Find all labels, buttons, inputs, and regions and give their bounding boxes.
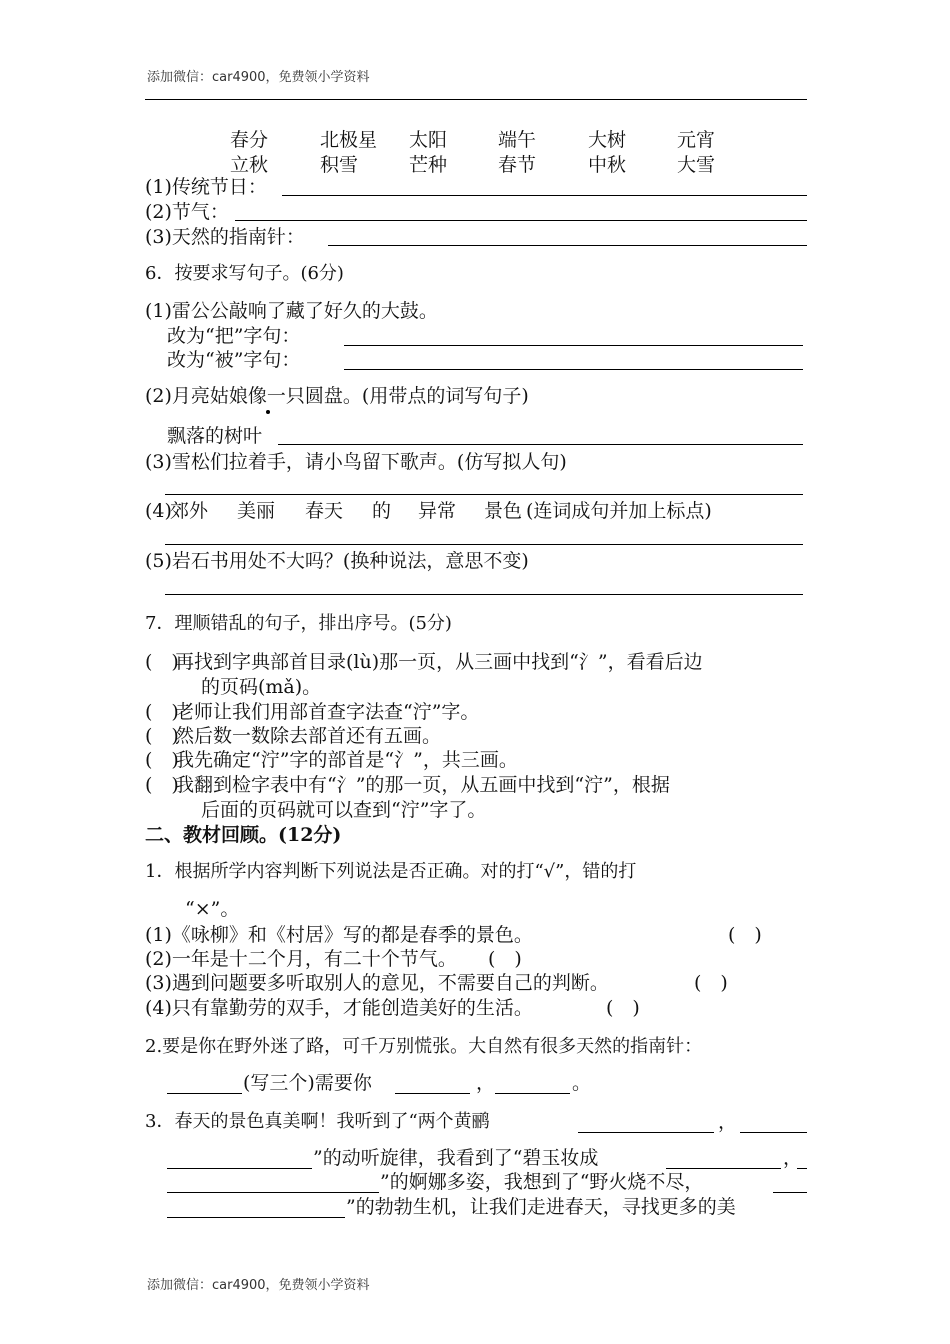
word-bank-item: 春分: [230, 129, 269, 151]
judge-item-2: (2)一年是十二个月，有二十个节气。: [145, 948, 457, 970]
judge-blank[interactable]: ( ): [606, 997, 640, 1019]
q6-sentence-2-prompt: 飘落的树叶: [167, 425, 263, 447]
p2-q3-comma-1: ，: [718, 1111, 738, 1133]
answer-line[interactable]: [797, 1168, 807, 1169]
p2-q2-stem: 2.要是你在野外迷了路，可千万别慌张。大自然有很多天然的指南针：: [145, 1036, 703, 1057]
judge-item-1: (1)《咏柳》和《村居》写的都是春季的景色。: [145, 924, 533, 946]
emphasis-dot: [266, 410, 270, 414]
q7-item-4: 我先确定“泞”字的部首是“氵”，共三画。: [175, 749, 518, 771]
p2-q1-stem-cont: “×”。: [185, 898, 240, 920]
answer-line[interactable]: [167, 1192, 379, 1193]
p2-q3-line-3: ”的婀娜多姿，我想到了“野火烧不尽，: [380, 1171, 704, 1193]
judge-blank[interactable]: ( ): [694, 972, 728, 994]
answer-line[interactable]: [740, 1132, 807, 1133]
order-blank[interactable]: ( ): [145, 749, 179, 771]
answer-line[interactable]: [578, 1132, 714, 1133]
p2-q3-line-2: ”的动听旋律，我看到了“碧玉妆成: [313, 1147, 599, 1169]
q7-item-5: 我翻到检字表中有“氵”的那一页，从五画中找到“泞”，根据: [175, 774, 670, 796]
q6-sentence-1: (1)雷公公敲响了藏了好久的大鼓。: [145, 300, 438, 322]
word-bank-item: 大树: [588, 129, 627, 151]
answer-line[interactable]: [328, 245, 807, 246]
answer-line[interactable]: [167, 1217, 345, 1218]
q7-item-5-cont: 后面的页码就可以查到“泞”字了。: [201, 799, 487, 821]
answer-line[interactable]: [344, 345, 803, 346]
p2-q2-text-2: ，: [476, 1072, 496, 1094]
jumbled-word: 异常: [418, 500, 457, 522]
q6-sentence-4-note: (连词成句并加上标点): [526, 500, 712, 522]
answer-line[interactable]: [344, 369, 803, 370]
q6-sentence-5: (5)岩石书用处不大吗？(换种说法，意思不变): [145, 550, 529, 572]
word-bank-item: 端午: [498, 129, 537, 151]
jumbled-word: 景色: [484, 500, 523, 522]
q6-title: 6．按要求写句子。(6分): [145, 263, 344, 284]
answer-line[interactable]: [165, 544, 803, 545]
q6-sentence-2: (2)月亮姑娘像一只圆盘。(用带点的词写句子): [145, 385, 529, 407]
answer-line[interactable]: [165, 594, 803, 595]
word-bank-item: 芒种: [409, 154, 448, 176]
jumbled-word: 美丽: [237, 500, 276, 522]
order-blank[interactable]: ( ): [145, 651, 179, 673]
jumbled-word: 的: [372, 500, 392, 522]
q6-sentence-3: (3)雪松们拉着手，请小鸟留下歌声。(仿写拟人句): [145, 451, 567, 473]
q6-ba-label: 改为“把”字句：: [167, 325, 301, 347]
judge-blank[interactable]: ( ): [728, 924, 762, 946]
word-bank-item: 中秋: [588, 154, 627, 176]
q7-item-3: 然后数一数除去部首还有五画。: [175, 725, 442, 747]
answer-line[interactable]: [495, 1093, 570, 1094]
jumbled-word: 春天: [305, 500, 344, 522]
p2-q1-stem: 1．根据所学内容判断下列说法是否正确。对的打“√”，错的打: [145, 861, 637, 882]
answer-line[interactable]: [167, 1168, 312, 1169]
judge-blank[interactable]: ( ): [488, 948, 522, 970]
answer-line[interactable]: [165, 494, 803, 495]
answer-line[interactable]: [278, 444, 803, 445]
order-blank[interactable]: ( ): [145, 701, 179, 723]
word-bank-item: 元宵: [677, 129, 716, 151]
word-bank-item: 北极星: [320, 129, 378, 151]
q7-item-2: 老师让我们用部首查字法查“泞”字。: [175, 701, 480, 723]
p2-q2-text-1: (写三个)需要你: [243, 1072, 372, 1094]
answer-line[interactable]: [282, 195, 807, 196]
answer-line[interactable]: [666, 1168, 781, 1169]
answer-line[interactable]: [235, 220, 807, 221]
order-blank[interactable]: ( ): [145, 725, 179, 747]
p2-q2-text-3: 。: [572, 1072, 592, 1094]
q5-item-2-label: (2)节气：: [145, 201, 229, 223]
judge-item-3: (3)遇到问题要多听取别人的意见，不需要自己的判断。: [145, 972, 609, 994]
jumbled-word: 郊外: [170, 500, 209, 522]
p2-q3-comma-2: ，: [783, 1147, 803, 1169]
word-bank-item: 太阳: [409, 129, 448, 151]
header-rule: [145, 99, 807, 100]
q7-item-1: 再找到字典部首目录(lù)那一页，从三画中找到“氵”，看看后边: [175, 651, 703, 673]
part-2-title: 二、教材回顾。(12分): [145, 824, 342, 846]
p2-q3-line-4: ”的勃勃生机，让我们走进春天，寻找更多的美: [346, 1196, 736, 1218]
answer-line[interactable]: [167, 1093, 242, 1094]
q5-item-1-label: (1)传统节日：: [145, 176, 267, 198]
word-bank-item: 大雪: [677, 154, 716, 176]
q7-item-1-cont: 的页码(mǎ)。: [201, 676, 322, 698]
word-bank-item: 立秋: [230, 154, 269, 176]
p2-q3-line-1: 3．春天的景色真美啊！我听到了“两个黄鹂: [145, 1111, 490, 1132]
q5-item-3-label: (3)天然的指南针：: [145, 226, 305, 248]
q6-sentence-4-label: (4): [145, 500, 172, 522]
answer-line[interactable]: [395, 1093, 470, 1094]
word-bank-item: 春节: [498, 154, 537, 176]
judge-item-4: (4)只有靠勤劳的双手，才能创造美好的生活。: [145, 997, 533, 1019]
q7-title: 7．理顺错乱的句子，排出序号。(5分): [145, 613, 452, 634]
answer-line[interactable]: [773, 1192, 807, 1193]
word-bank-item: 积雪: [320, 154, 359, 176]
page-header: 添加微信：car4900，免费领小学资料: [147, 70, 370, 85]
q6-bei-label: 改为“被”字句：: [167, 349, 301, 371]
order-blank[interactable]: ( ): [145, 774, 179, 796]
page-footer: 添加微信：car4900，免费领小学资料: [147, 1278, 370, 1293]
